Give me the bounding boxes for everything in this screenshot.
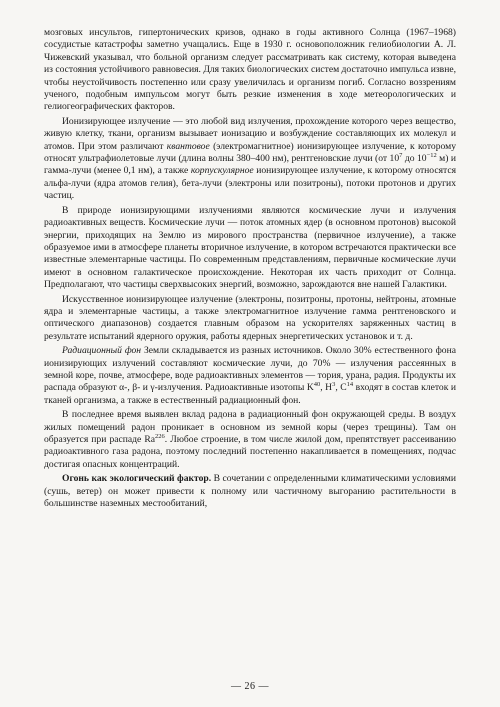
text-run: ионизирующее излучение, к которому относятся альфа-лучи (ядра атомов гелия), бета-лучи (электроны или позитроны), потоки протонов и других частиц. [44,165,456,202]
paragraph [44,473,456,510]
superscript: 7 [399,151,403,159]
text-run: (электромагнитное) ионизирующее излучение, к которому относят ультрафиолетовые лучи (длина волны 380–400 нм), рентгеновские лучи (от 10 [44,140,456,165]
text-run: м) и гамма-лучи (менее 0,1 нм), а также [44,153,456,177]
text-run: . Любое строение, в том числе жилой дом, препятствует рассеиванию радиоактивного газа радона, поэтому последний постепенно накапливается в помещениях, подчас достигая опасных концентраций. [44,434,456,470]
paragraph [44,116,456,203]
paragraph [44,345,456,407]
bold-heading: Огонь как экологический фактор. [62,473,212,485]
page-number: — 26 — [231,681,269,692]
paragraph [44,205,456,292]
italic-term: Радиационный фон [62,345,142,357]
paragraph [44,294,456,344]
superscript: 14 [346,381,354,389]
text-run: Ионизирующее излучение — это любой вид излучения, прохождение которого через вещество, живую клетку, ткани, организм вызывает ионизацию и возбуждение составляющих их молекул и атомов. При этом различают [44,115,456,152]
italic-term: квантовое [166,140,210,152]
text-run: входят в состав клеток и тканей организма, а также в естественный радиационный фон. [44,382,456,406]
paragraph [44,27,456,114]
text-run: Земли складывается из разных источников. Около 30% естественного фона ионизирующих излучений составляют космические лучи, до 70% — излучения рассеянных в земной коре, почве, атмосфере, воде радиоактивных элементов — тория, урана, радия. Продукты их распада образуют α-, β- и γ-излучения. Радиоактивные изотопы K [44,345,456,394]
superscript: 226 [155,432,165,440]
superscript: 3 [332,381,336,389]
superscript: −12 [426,151,437,159]
text-run: В последнее время выявлен вклад радона в радиационный фон окружающей среды. В воздух жилых помещений радон проникает в основном из земной коры (через трещины). Там он образуется при распаде Ra [44,409,456,445]
body-text [44,27,456,510]
paragraph [44,409,456,471]
italic-term: корпускулярное [190,165,254,177]
text-run: В природе ионизирующими излучениями являются космические лучи и излучения радиоактивных веществ. Космические лучи — поток атомных ядер (в основном протонов) высокой энергии, приходящих на Землю из мирового пространства (первичное излучение), а также образуемое ими в атмосфере планеты вторичное излучение, в котором встречаются практически все известные элементарные частицы. По современным представлениям, первичные космические лучи имеют в основном галактическое происхождение. Некоторая их часть приходит от Солнца. Предполагают, что частицы сверхвысоких энергий, возможно, зарождаются вне нашей Галактики. [44,204,456,291]
text-run: Искусственное ионизирующее излучение (электроны, позитроны, протоны, нейтроны, атомные ядра и элементарные частицы, а также электромагнитное излучение гамма рентгеновского и оптического диапазонов) создается главным образом на ускорителях заряженных частиц в результате испытаний ядерного оружия, работы ядерных энергетических установок и т. д. [44,293,456,342]
superscript: 40 [313,381,321,389]
text-run: до 10 [402,153,427,165]
text-run: мозговых инсультов, гипертонических кризов, однако в годы активного Солнца (1967–1968) сосудистые катастрофы заметно учащались. Еще в 1930 г. основоположник гелиобиологии А. Л. Чижевский указывал, что больной организм следует рассматривать как систему, которая выведена из состояния устойчивого равновесия. Для таких биологических систем достаточно импульса извне, чтобы неустойчивость постепенно или сразу увеличилась и организм погиб. Согласно воззрениям ученого, подобным импульсом могут быть резкие изменения в ходе метеорологических и гелиогеографических факторов. [44,27,456,113]
text-run: , H [320,382,333,394]
text-run: В сочетании с определенными климатическими условиями (сушь, ветер) он может привести к полному или частичному выгоранию растительности в большинстве наземных местообитаний, [44,473,456,510]
text-run: , C [335,382,347,394]
